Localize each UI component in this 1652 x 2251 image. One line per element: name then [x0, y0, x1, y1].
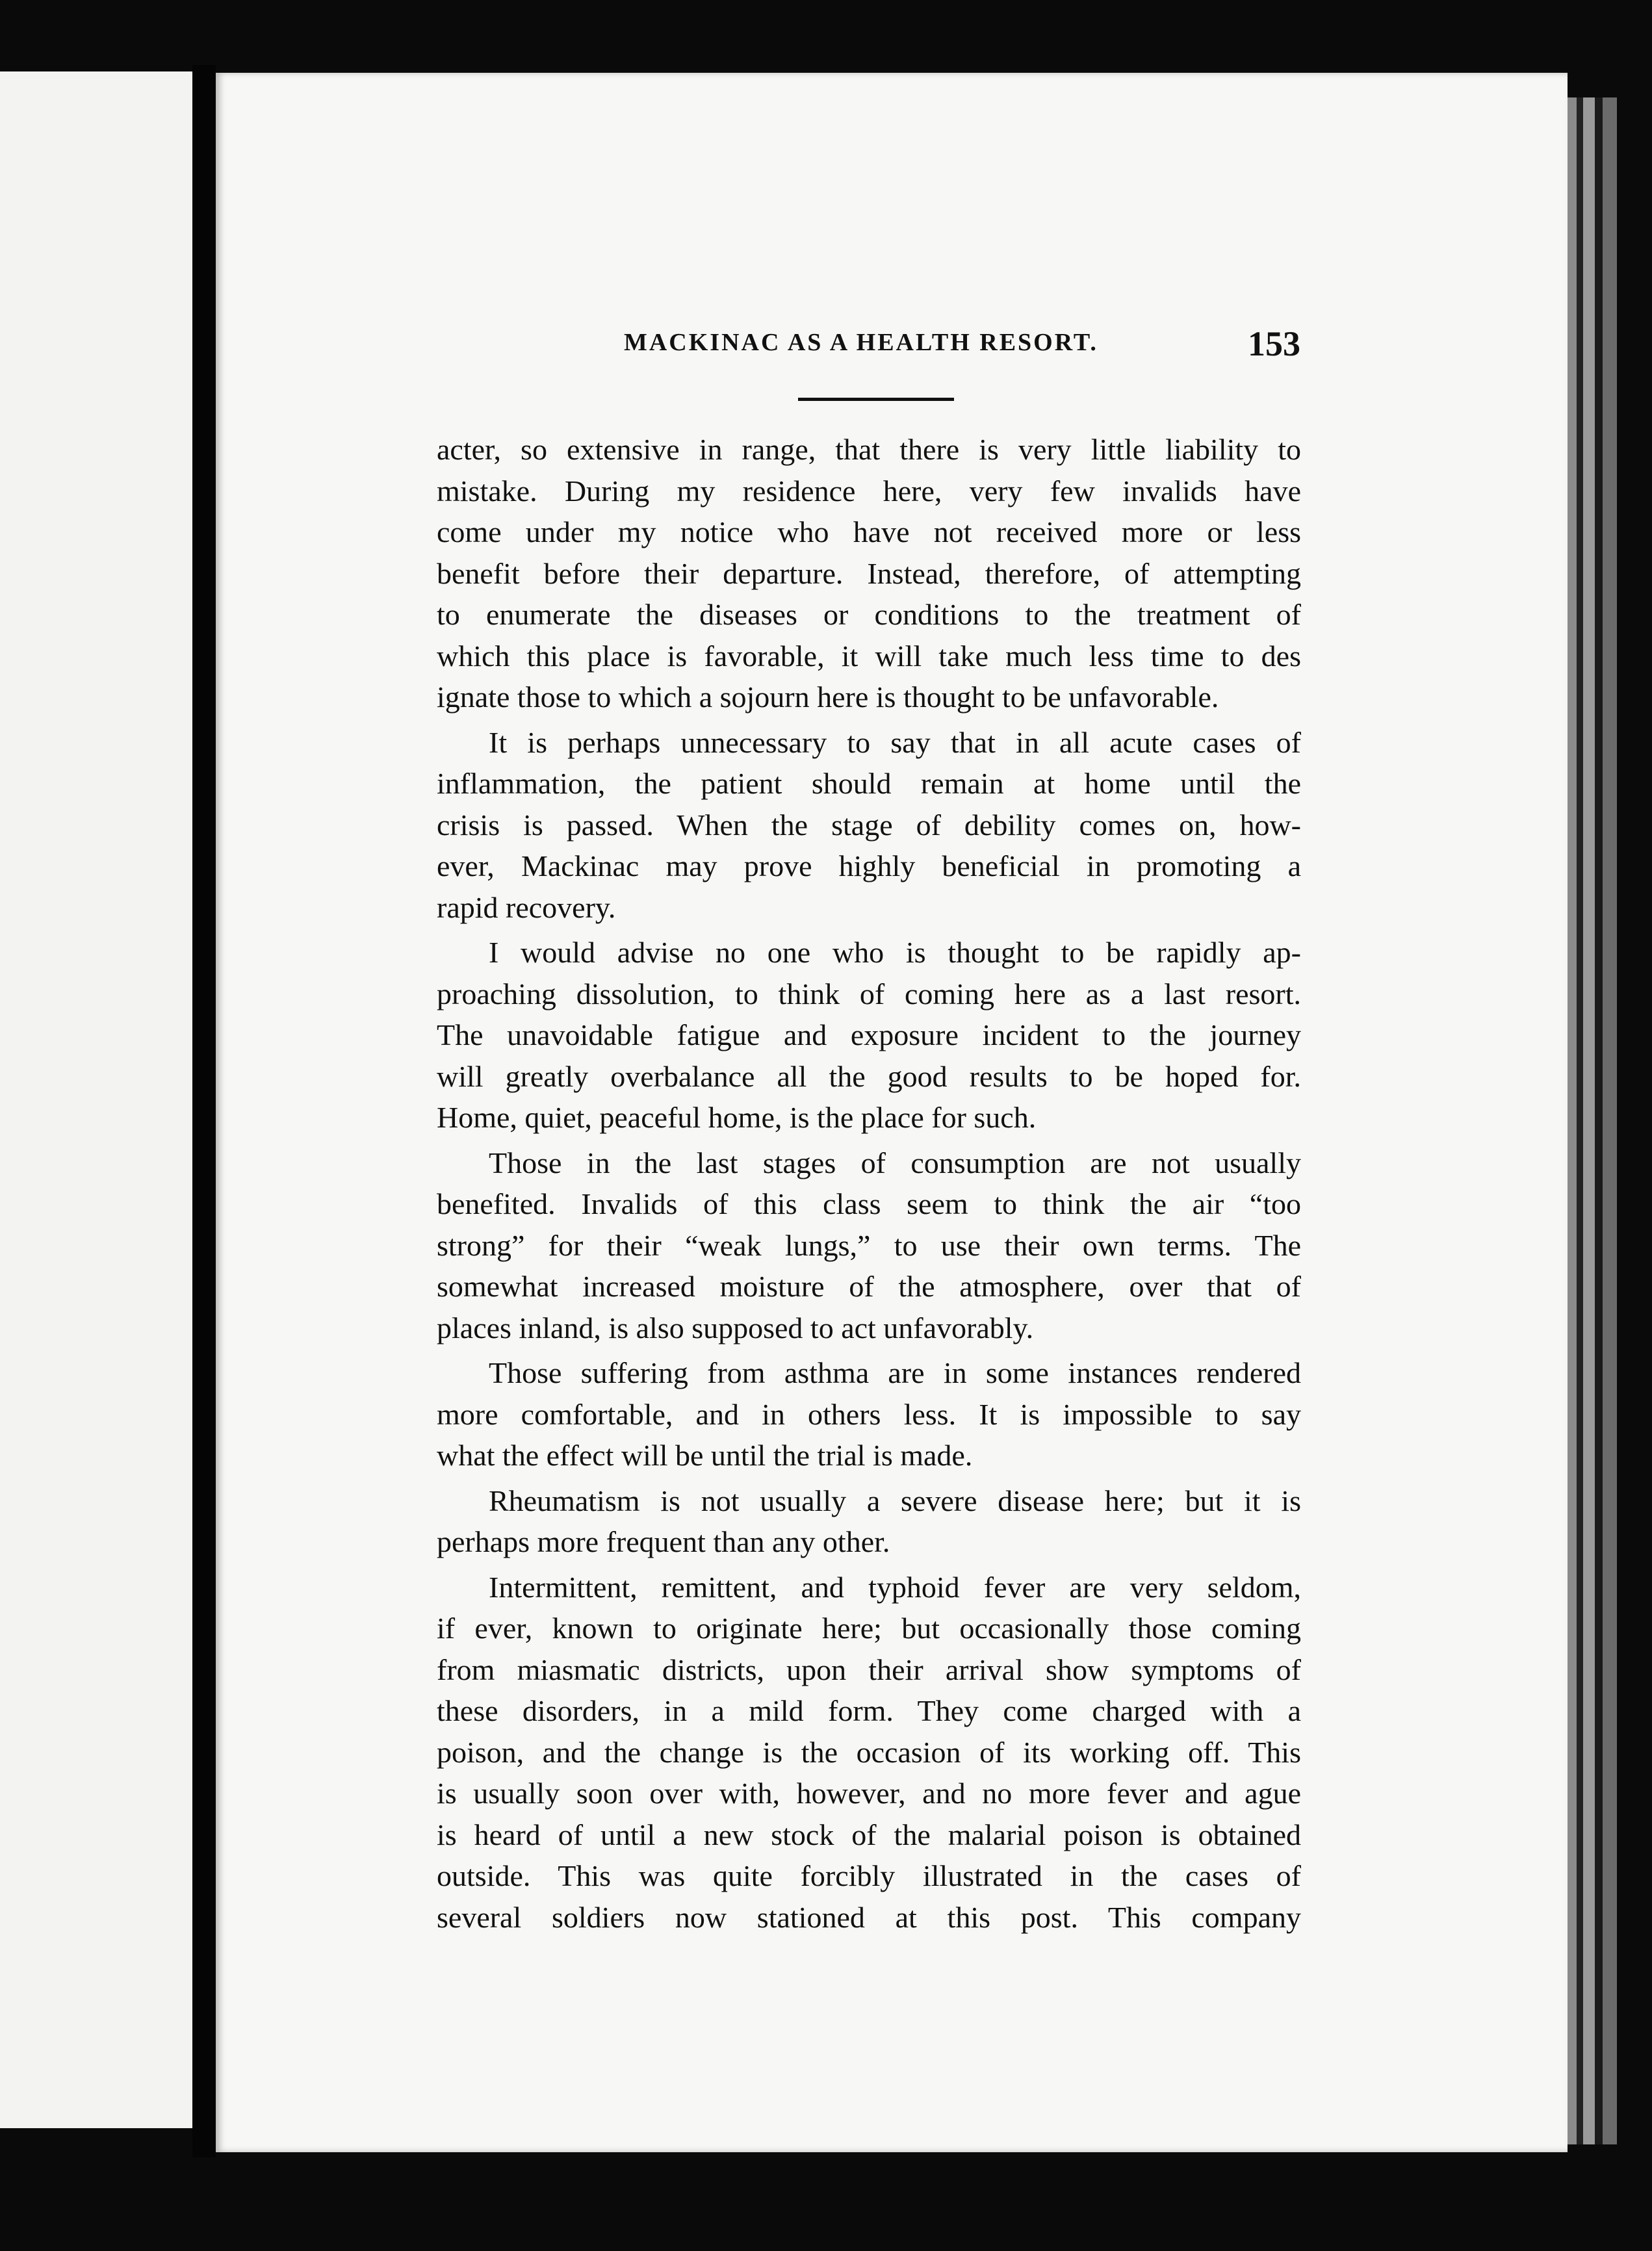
page-edge-stack [1617, 97, 1652, 2144]
text-line: Those in the last stages of consumption are not usually [489, 1146, 1301, 1179]
text-line: benefited. Invalids of this class seem to think the air “too [437, 1187, 1301, 1220]
text-line: ever, Mackinac may prove highly beneficial in promoting a [437, 849, 1301, 882]
page-edge-stack [1568, 97, 1577, 2144]
text-line: Intermittent, remittent, and typhoid fever are very seldom, [489, 1570, 1301, 1604]
text-line: I would advise no one who is thought to be rapidly ap- [489, 936, 1301, 969]
text-line: from miasmatic districts, upon their arrival show symptoms of [437, 1653, 1301, 1686]
text-line: come under my notice who have not received more or less [437, 515, 1301, 548]
text-line: mistake. During my residence here, very few invalids have [437, 474, 1301, 508]
text-line: which this place is favorable, it will take much less time to des [437, 639, 1301, 673]
text-line: several soldiers now stationed at this post. This company [437, 1900, 1301, 1934]
text-line: to enumerate the diseases or conditions to the treatment of [437, 598, 1301, 631]
text-line: The unavoidable fatigue and exposure incident to the journey [437, 1018, 1301, 1051]
text-line: poison, and the change is the occasion of its working off. This [437, 1735, 1301, 1769]
text-line: inflammation, the patient should remain at home until the [437, 767, 1301, 800]
running-head: MACKINAC AS A HEALTH RESORT. [624, 329, 1098, 356]
text-line: will greatly overbalance all the good results to be hoped for. [437, 1059, 1301, 1093]
text-line: places inland, is also supposed to act unfavorably. [437, 1311, 1034, 1344]
text-line: what the effect will be until the trial is made. [437, 1439, 973, 1472]
page-edge-stack [1577, 97, 1583, 2144]
text-line: is usually soon over with, however, and no more fever and ague [437, 1777, 1301, 1810]
page-edge-stack [1603, 97, 1617, 2144]
text-line: strong” for their “weak lungs,” to use their own terms. The [437, 1228, 1301, 1262]
text-line: proaching dissolution, to think of coming here as a last resort. [437, 977, 1301, 1010]
text-line: Home, quiet, peaceful home, is the place for such. [437, 1101, 1037, 1134]
text-line: crisis is passed. When the stage of debility comes on, how- [437, 808, 1301, 842]
text-line: outside. This was quite forcibly illustrated in the cases of [437, 1859, 1301, 1892]
text-line: Rheumatism is not usually a severe disease here; but it is [489, 1484, 1301, 1517]
book-spine-shadow [192, 65, 216, 2157]
text-line: ignate those to which a sojourn here is thought to be unfavorable. [437, 680, 1219, 714]
text-line: Those suffering from asthma are in some instances rendered [489, 1356, 1301, 1389]
text-line: perhaps more frequent than any other. [437, 1525, 890, 1558]
text-line: benefit before their departure. Instead, therefore, of attempting [437, 556, 1301, 590]
page-number: 153 [1248, 324, 1300, 363]
text-line: more comfortable, and in others less. It is impossible to say [437, 1397, 1301, 1431]
text-line: these disorders, in a mild form. They come charged with a [437, 1694, 1301, 1727]
page-edge-stack [1595, 97, 1603, 2144]
text-line: acter, so extensive in range, that there is very little liability to [437, 433, 1301, 466]
text-line: It is perhaps unnecessary to say that in all acute cases of [489, 725, 1301, 759]
body-text [437, 429, 1301, 1938]
facing-page-edge [0, 71, 192, 2128]
text-line: if ever, known to originate here; but occasionally those coming [437, 1612, 1301, 1645]
text-line: is heard of until a new stock of the malarial poison is obtained [437, 1818, 1301, 1851]
page-edge-stack [1583, 97, 1595, 2144]
text-line: rapid recovery. [437, 890, 616, 924]
text-line: somewhat increased moisture of the atmosphere, over that of [437, 1270, 1301, 1303]
header-rule [798, 398, 954, 401]
